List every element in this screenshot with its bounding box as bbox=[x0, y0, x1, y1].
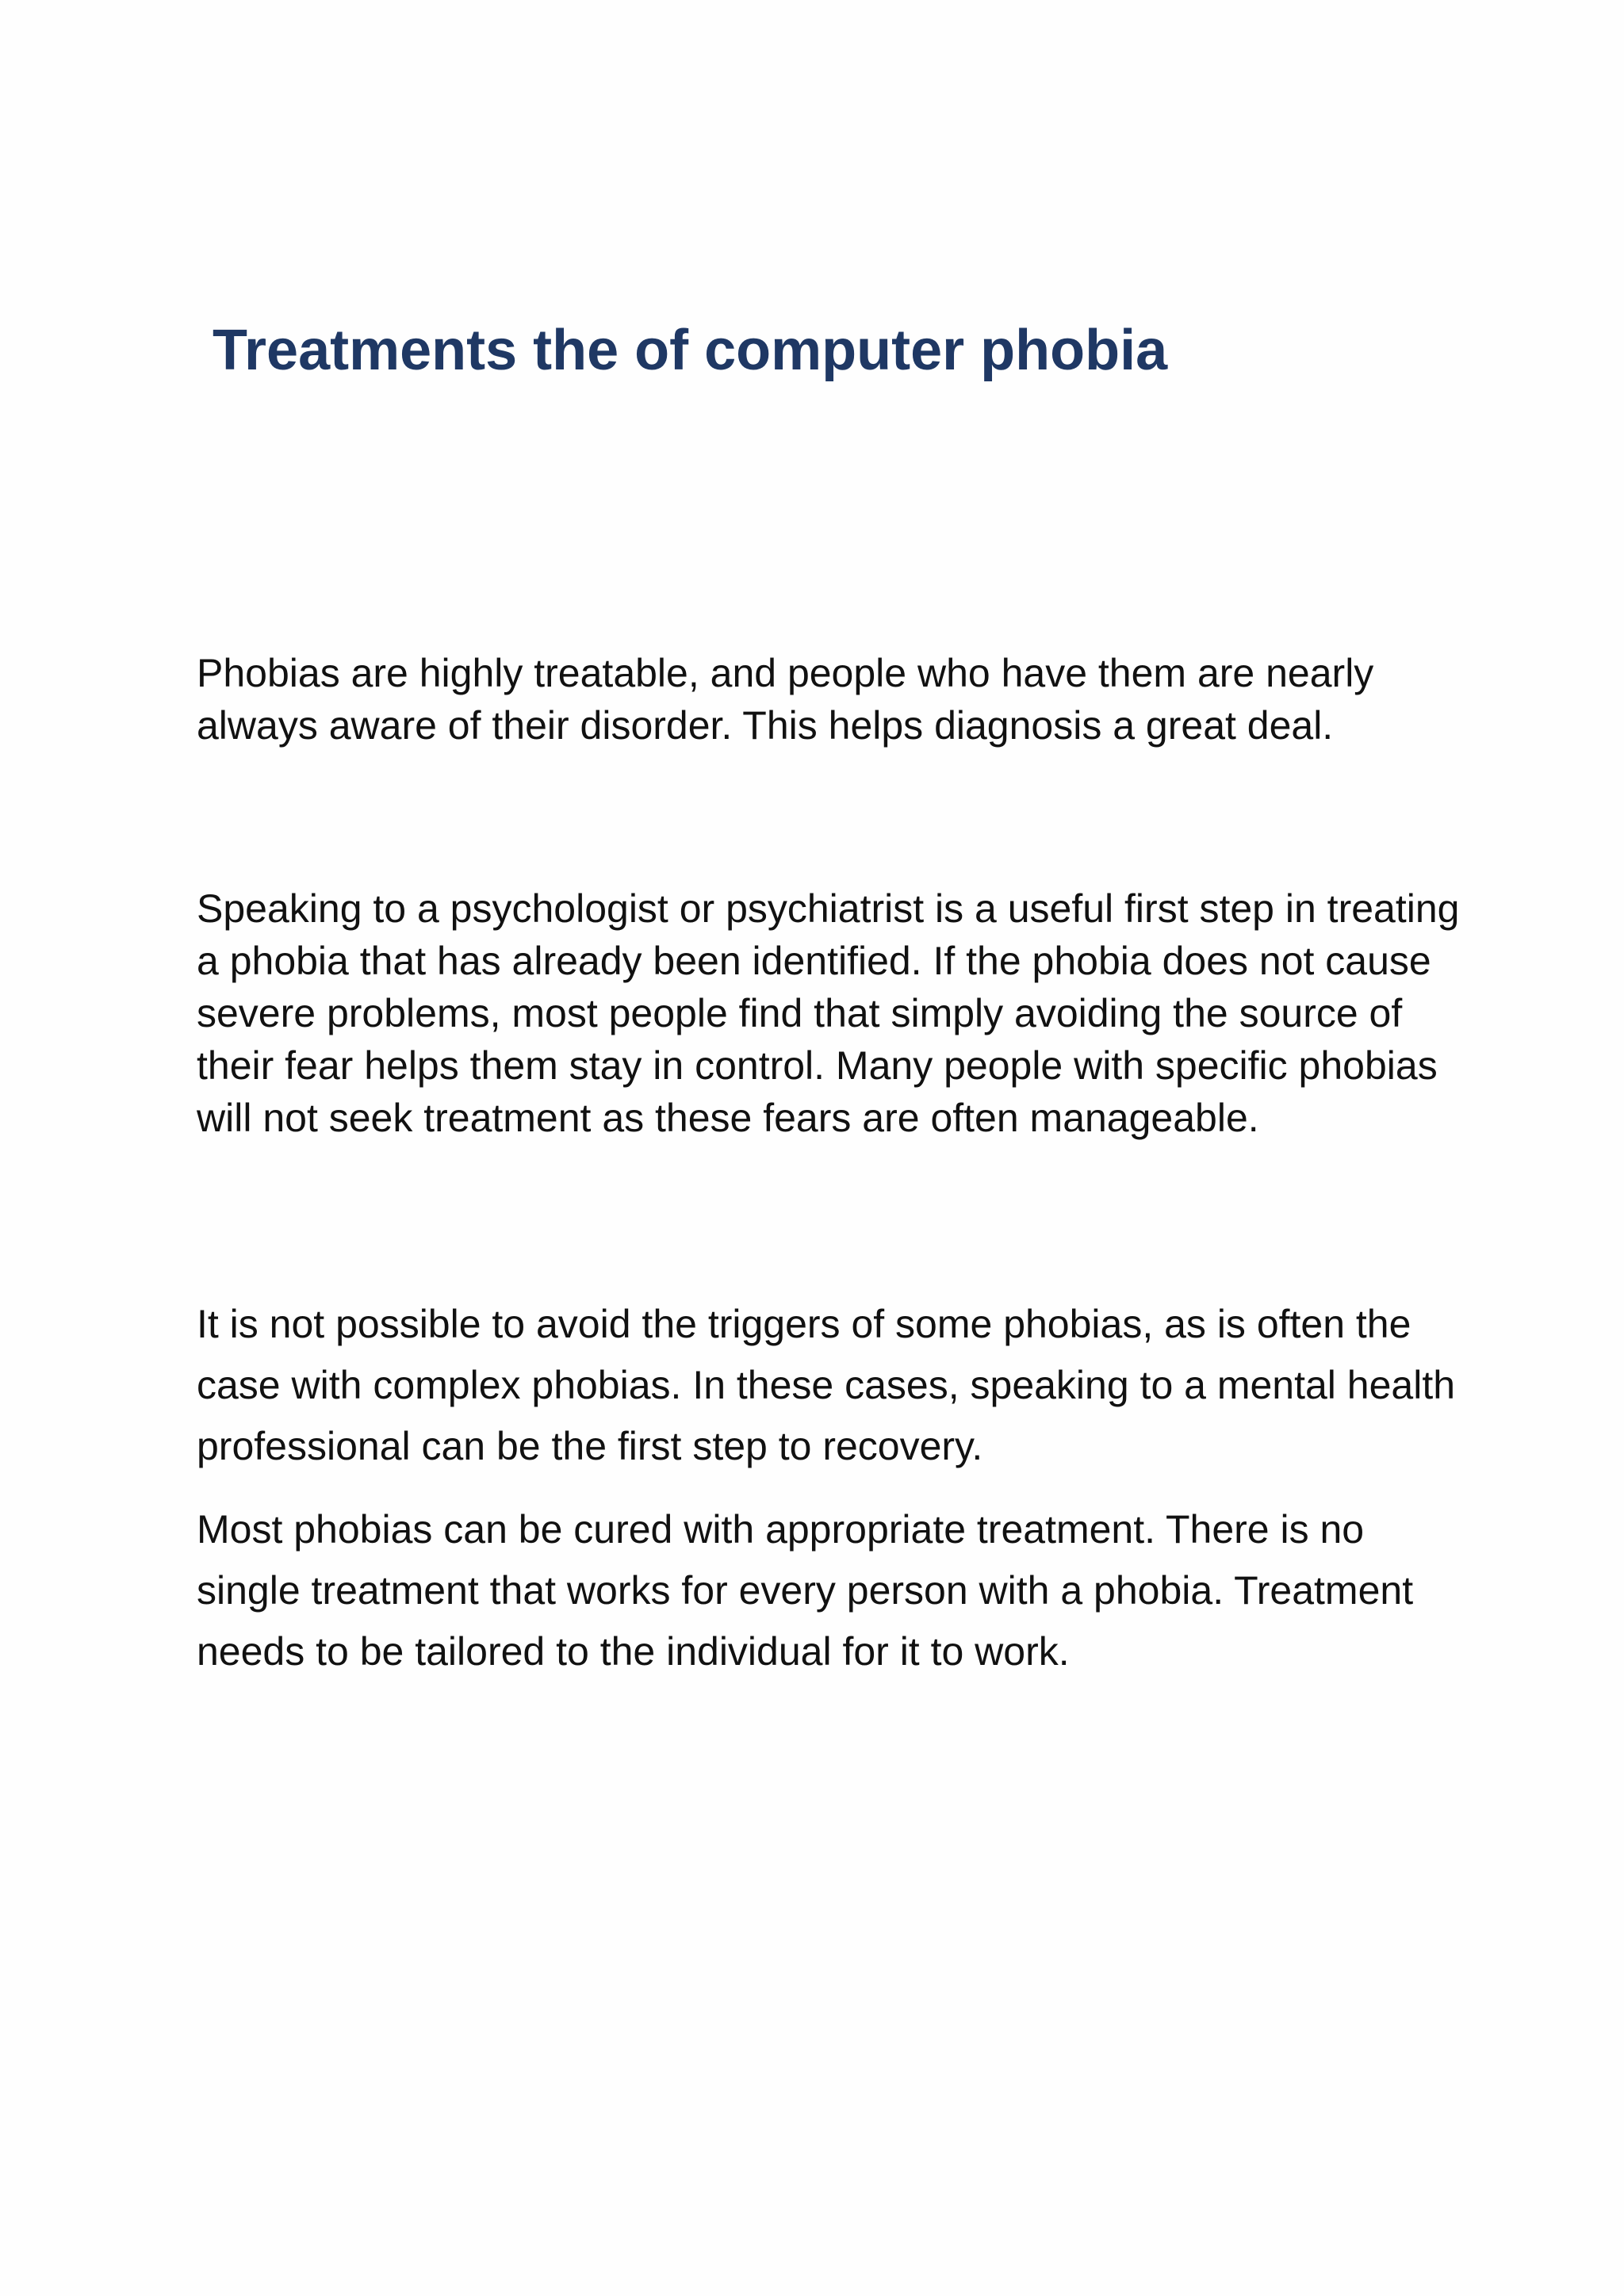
paragraph-tailored-treatment: Most phobias can be cured with appropriate treatment. There is no single treatment that works for every person with a phobia. Treatment needs to be tailored to the individual for it to work. bbox=[197, 1507, 1414, 1674]
paragraph-complex-phobias: It is not possible to avoid the triggers of some phobias, as is often the case with complex phobias. In these cases, speaking to a mental health professional can be the first step to recovery. bbox=[197, 1302, 1456, 1468]
page-title: Treatments the of computer phobia bbox=[213, 319, 1168, 382]
paragraph-treatability: Phobias are highly treatable, and people who have them are nearly always aware of their disorder. This helps diagnosis a great deal. bbox=[197, 651, 1374, 748]
paragraph-first-step: Speaking to a psychologist or psychiatrist is a useful first step in treating a phobia that has already been identified. If the phobia does not cause severe problems, most people find that simply avoiding the source of their fear helps them stay in control. Many people with specific phobias will not seek treatment as these fears are often manageable. bbox=[197, 886, 1460, 1140]
